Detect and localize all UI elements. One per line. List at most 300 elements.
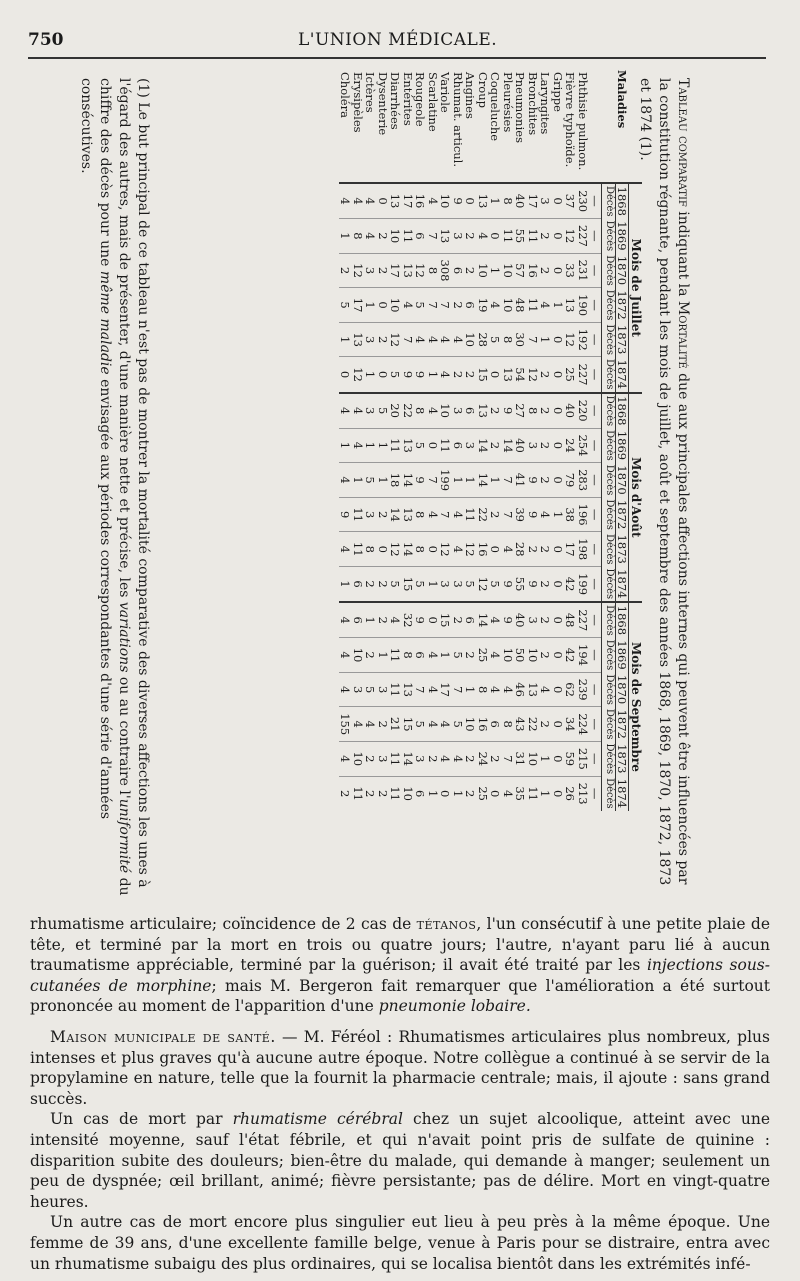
death-count-cell: 24 <box>564 428 577 463</box>
death-count-cell: 7 <box>502 742 515 777</box>
page-number: 750 <box>28 30 64 50</box>
death-count-cell: 196 <box>577 497 590 532</box>
table-row <box>364 68 377 811</box>
death-count-cell: 2 <box>364 742 377 777</box>
dash-cell: — <box>589 602 602 638</box>
dash-cell: — <box>589 672 602 707</box>
death-count-cell: 22 <box>527 707 540 742</box>
death-count-cell: 4 <box>364 219 377 254</box>
death-count-cell: 4 <box>427 393 440 429</box>
table-footnote <box>76 78 152 898</box>
table-row <box>527 68 540 811</box>
death-count-cell: 14 <box>502 428 515 463</box>
death-count-cell: 4 <box>414 322 427 357</box>
death-count-cell: 1 <box>339 219 352 254</box>
dash-cell: — <box>589 567 602 603</box>
dash-cell: — <box>589 463 602 498</box>
death-count-cell: 5 <box>489 567 502 603</box>
death-count-cell: 0 <box>552 707 565 742</box>
death-count-cell: 7 <box>414 672 427 707</box>
death-count-cell: 2 <box>452 602 465 638</box>
deces-header: Décès <box>602 393 616 429</box>
death-count-cell: 0 <box>464 183 477 219</box>
disease-name: Coqueluche <box>488 72 503 142</box>
death-count-cell: 6 <box>414 219 427 254</box>
death-count-cell: 37 <box>564 183 577 219</box>
death-count-cell: 9 <box>527 463 540 498</box>
death-count-cell: 0 <box>489 219 502 254</box>
death-count-cell: 4 <box>427 183 440 219</box>
paragraph-autre-cas: Un autre cas de mort encore plus singulier eut lieu à peu près à la même époque. Une femme de 39 ans, d'une excellente famille belge, venue à Paris pour se distraire, entra avec un rhumatisme subaigu des plus ordinaires, qui se localisa bientôt dans les extrémités infé- <box>30 1213 770 1273</box>
death-count-cell: 40 <box>514 602 527 638</box>
death-count-cell: 6 <box>452 253 465 288</box>
death-count-cell: 12 <box>564 219 577 254</box>
death-count-cell: 0 <box>552 672 565 707</box>
death-count-cell: 3 <box>527 602 540 638</box>
death-count-cell: 2 <box>377 322 390 357</box>
deces-header: Décès <box>602 357 616 393</box>
dash-cell: — <box>589 183 602 219</box>
death-count-cell: 2 <box>464 742 477 777</box>
death-count-cell: 34 <box>564 707 577 742</box>
death-count-cell: 4 <box>539 288 552 323</box>
death-count-cell: 8 <box>527 393 540 429</box>
deces-header: Décès <box>604 778 615 809</box>
death-count-cell: 13 <box>389 183 402 219</box>
footnote-italic: même maladie <box>97 270 113 375</box>
dash-cell: — <box>589 707 602 742</box>
death-count-cell: 1 <box>464 672 477 707</box>
death-count-cell: 2 <box>539 219 552 254</box>
death-count-cell: 8 <box>427 253 440 288</box>
death-count-cell: 42 <box>564 567 577 603</box>
death-count-cell: 57 <box>514 253 527 288</box>
death-count-cell: 230 <box>577 183 590 219</box>
death-count-cell: 3 <box>439 567 452 603</box>
dash-cell: — <box>589 428 602 463</box>
death-count-cell: 17 <box>402 183 415 219</box>
death-count-cell: 0 <box>552 357 565 393</box>
death-count-cell: 4 <box>389 602 402 638</box>
death-count-cell: 11 <box>352 532 365 567</box>
death-count-cell: 50 <box>514 638 527 673</box>
table-row <box>489 68 502 811</box>
death-count-cell: 3 <box>364 497 377 532</box>
dash-cell: — <box>589 497 602 532</box>
death-count-cell: 1 <box>339 428 352 463</box>
death-count-cell: 2 <box>489 393 502 429</box>
death-count-cell: 15 <box>439 602 452 638</box>
disease-name: Rhumat. articul. <box>451 72 465 167</box>
table-body <box>339 68 602 811</box>
death-count-cell: 10 <box>527 742 540 777</box>
section-heading: Maison municipale de santé. <box>50 1027 276 1046</box>
death-count-cell: 4 <box>339 602 352 638</box>
death-count-cell: 2 <box>377 776 390 811</box>
death-count-cell: 0 <box>552 602 565 638</box>
death-count-cell: 8 <box>502 183 515 219</box>
death-count-cell: 0 <box>439 776 452 811</box>
caption-part: due aux principales affections internes qui peuvent être influencées par la constitution régnante, pendant les mois de juillet, août et septembre des années 1868, 1869, 1870, 1872, 1873 et 1874 (1). <box>637 78 691 886</box>
death-count-cell: 2 <box>464 219 477 254</box>
death-count-cell: 4 <box>339 183 352 219</box>
death-count-cell: 254 <box>577 428 590 463</box>
death-count-cell: 0 <box>427 602 440 638</box>
death-count-cell: 55 <box>514 219 527 254</box>
death-count-cell: 4 <box>339 638 352 673</box>
disease-name: Fièvre typhoïde. <box>563 72 578 168</box>
deces-header: Décès <box>604 220 615 252</box>
disease-name: Pleurésies <box>501 72 515 133</box>
death-count-cell: 0 <box>489 532 502 567</box>
death-count-cell: 12 <box>389 322 402 357</box>
death-count-cell: 2 <box>377 707 390 742</box>
death-count-cell: 6 <box>452 428 465 463</box>
death-count-cell: 2 <box>539 393 552 429</box>
death-count-cell: 1 <box>452 776 465 811</box>
death-count-cell: 4 <box>352 428 365 463</box>
death-count-cell: 2 <box>539 253 552 288</box>
death-count-cell: 1 <box>364 288 377 323</box>
death-count-cell: 30 <box>514 322 527 357</box>
death-count-cell: 5 <box>414 567 427 603</box>
death-count-cell: 308 <box>439 253 452 288</box>
death-count-cell: 199 <box>577 567 590 603</box>
footnote-part: ou au contraire l' <box>116 672 132 799</box>
death-count-cell: 26 <box>564 776 577 811</box>
disease-name: Ictères <box>363 72 378 113</box>
table-row <box>464 68 477 811</box>
death-count-cell: 4 <box>502 532 515 567</box>
year-header: 1873 <box>616 742 630 777</box>
death-count-cell: 3 <box>364 322 377 357</box>
disease-name: Pneumonies <box>513 72 528 143</box>
death-count-cell: 4 <box>402 288 415 323</box>
death-count-cell: 32 <box>402 602 415 638</box>
death-count-cell: 13 <box>402 428 415 463</box>
death-count-cell: 8 <box>477 672 490 707</box>
death-count-cell: 2 <box>539 707 552 742</box>
death-count-cell: 8 <box>502 707 515 742</box>
text-italic: pneumonie lobaire. <box>378 997 531 1016</box>
death-count-cell: 0 <box>552 532 565 567</box>
death-count-cell: 17 <box>564 532 577 567</box>
death-count-cell: 12 <box>439 532 452 567</box>
death-count-cell: 1 <box>552 288 565 323</box>
table-row <box>339 68 352 811</box>
year-header: 1868 <box>616 183 630 219</box>
death-count-cell: 11 <box>389 742 402 777</box>
death-count-cell: 11 <box>527 776 540 811</box>
death-count-cell: 10 <box>352 742 365 777</box>
death-count-cell: 11 <box>389 638 402 673</box>
table-row <box>402 68 415 811</box>
death-count-cell: 7 <box>439 497 452 532</box>
death-count-cell: 9 <box>502 567 515 603</box>
death-count-cell: 12 <box>389 532 402 567</box>
death-count-cell: 11 <box>502 219 515 254</box>
disease-name: Croup <box>476 72 490 108</box>
death-count-cell: 4 <box>339 463 352 498</box>
death-count-cell: 2 <box>464 776 477 811</box>
death-count-cell: 39 <box>514 497 527 532</box>
table-caption <box>635 78 692 898</box>
year-header: 1870 <box>616 463 630 498</box>
death-count-cell: 2 <box>452 288 465 323</box>
death-count-cell: 8 <box>364 532 377 567</box>
death-count-cell: 16 <box>477 707 490 742</box>
death-count-cell: 5 <box>452 638 465 673</box>
death-count-cell: 1 <box>439 638 452 673</box>
dash-cell: — <box>589 322 602 357</box>
death-count-cell: 10 <box>352 638 365 673</box>
deces-header: Décès <box>604 255 615 286</box>
death-count-cell: 4 <box>477 219 490 254</box>
death-count-cell: 48 <box>514 288 527 323</box>
death-count-cell: 4 <box>427 672 440 707</box>
death-count-cell: 24 <box>477 742 490 777</box>
death-count-cell: 0 <box>552 742 565 777</box>
death-count-cell: 198 <box>577 532 590 567</box>
death-count-cell: 7 <box>439 288 452 323</box>
table-row <box>502 68 515 811</box>
death-count-cell: 62 <box>564 672 577 707</box>
death-count-cell: 1 <box>352 463 365 498</box>
deces-header: Décès <box>604 324 615 355</box>
death-count-cell: 13 <box>439 219 452 254</box>
death-count-cell: 6 <box>352 602 365 638</box>
death-count-cell: 7 <box>502 497 515 532</box>
text-run: rhumatisme articulaire; coïncidence de 2 cas de <box>30 915 417 933</box>
death-count-cell: 1 <box>364 602 377 638</box>
death-count-cell: 10 <box>477 253 490 288</box>
dash-cell: — <box>589 219 602 254</box>
death-count-cell: 22 <box>477 497 490 532</box>
death-count-cell: 2 <box>464 253 477 288</box>
death-count-cell: 283 <box>577 463 590 498</box>
death-count-cell: 4 <box>539 497 552 532</box>
disease-name: Bronchites <box>526 72 540 136</box>
death-count-cell: 227 <box>577 602 590 638</box>
text-smallcaps: tétanos <box>416 915 477 933</box>
death-count-cell: 10 <box>502 288 515 323</box>
death-count-cell: 17 <box>527 183 540 219</box>
disease-name: Diarrhées <box>388 72 403 130</box>
death-count-cell: 6 <box>464 288 477 323</box>
col-header-maladies: Maladies <box>615 70 630 129</box>
death-count-cell: 5 <box>364 672 377 707</box>
death-count-cell: 231 <box>577 253 590 288</box>
month-header-july: Mois de Juillet <box>629 183 642 393</box>
caption-lead: Tableau comparatif <box>675 78 691 207</box>
death-count-cell: 5 <box>389 357 402 393</box>
death-count-cell: 3 <box>364 253 377 288</box>
death-count-cell: 11 <box>389 428 402 463</box>
disease-name: Scarlatine <box>426 72 440 132</box>
dash-row <box>589 68 602 811</box>
death-count-cell: 13 <box>402 497 415 532</box>
death-count-cell: 11 <box>389 672 402 707</box>
death-count-cell: 0 <box>552 219 565 254</box>
death-count-cell: 7 <box>502 463 515 498</box>
year-header: 1874 <box>616 776 630 811</box>
table-row <box>477 68 490 811</box>
death-count-cell: 4 <box>339 393 352 429</box>
death-count-cell: 19 <box>477 288 490 323</box>
death-count-cell: 0 <box>552 322 565 357</box>
death-count-cell: 4 <box>539 672 552 707</box>
death-count-cell: 6 <box>464 393 477 429</box>
death-count-cell: 4 <box>439 707 452 742</box>
death-count-cell: 6 <box>414 776 427 811</box>
death-count-cell: 1 <box>489 183 502 219</box>
death-count-cell: 11 <box>352 497 365 532</box>
death-count-cell: 4 <box>489 602 502 638</box>
header-rule <box>28 57 766 59</box>
month-header-september: Mois de Septembre <box>629 602 642 811</box>
death-count-cell: 4 <box>452 532 465 567</box>
death-count-cell: 2 <box>539 567 552 603</box>
year-header: 1868 <box>616 393 630 429</box>
death-count-cell: 2 <box>377 253 390 288</box>
dash-cell: — <box>589 638 602 673</box>
death-count-cell: 14 <box>389 497 402 532</box>
death-count-cell: 15 <box>477 357 490 393</box>
death-count-cell: 1 <box>364 357 377 393</box>
death-count-cell: 15 <box>402 567 415 603</box>
death-count-cell: 1 <box>427 567 440 603</box>
death-count-cell: 1 <box>452 463 465 498</box>
death-count-cell: 13 <box>502 357 515 393</box>
disease-name: Rougeole <box>413 72 428 127</box>
death-count-cell: 0 <box>552 776 565 811</box>
table-row <box>452 68 465 811</box>
death-count-cell: 0 <box>552 183 565 219</box>
death-count-cell: 2 <box>377 497 390 532</box>
death-count-cell: 9 <box>452 183 465 219</box>
death-count-cell: 14 <box>477 602 490 638</box>
death-count-cell: 13 <box>477 183 490 219</box>
death-count-cell: 17 <box>352 288 365 323</box>
death-count-cell: 11 <box>352 776 365 811</box>
death-count-cell: 13 <box>564 288 577 323</box>
death-count-cell: 7 <box>427 463 440 498</box>
death-count-cell: 40 <box>514 428 527 463</box>
death-count-cell: 16 <box>414 183 427 219</box>
death-count-cell: 9 <box>414 463 427 498</box>
death-count-cell: 55 <box>514 567 527 603</box>
death-count-cell: 12 <box>464 532 477 567</box>
table-row <box>414 68 427 811</box>
spacer-cell <box>589 68 602 183</box>
deces-header: Décès <box>604 533 615 565</box>
death-count-cell: 220 <box>577 393 590 429</box>
death-count-cell: 2 <box>464 357 477 393</box>
death-count-cell: 8 <box>414 532 427 567</box>
deces-header: Décès <box>602 183 616 219</box>
death-count-cell: 25 <box>477 638 490 673</box>
death-count-cell: 0 <box>377 183 390 219</box>
death-count-cell: 1 <box>489 253 502 288</box>
death-count-cell: 8 <box>502 322 515 357</box>
death-count-cell: 18 <box>389 463 402 498</box>
paragraph-rhumatisme-cerebral <box>30 1109 770 1212</box>
death-count-cell: 3 <box>364 393 377 429</box>
death-count-cell: 4 <box>502 776 515 811</box>
death-count-cell: 1 <box>539 776 552 811</box>
caption-mortalite: Mortalité <box>675 300 691 369</box>
mortality-table <box>339 68 642 811</box>
death-count-cell: 4 <box>439 357 452 393</box>
death-count-cell: 0 <box>339 357 352 393</box>
death-count-cell: 40 <box>564 393 577 429</box>
death-count-cell: 1 <box>377 638 390 673</box>
death-count-cell: 5 <box>464 567 477 603</box>
death-count-cell: 10 <box>402 776 415 811</box>
death-count-cell: 2 <box>339 253 352 288</box>
table-row <box>577 68 590 811</box>
month-header-august: Mois d'Août <box>629 393 642 603</box>
death-count-cell: 16 <box>527 253 540 288</box>
death-count-cell: 2 <box>539 428 552 463</box>
death-count-cell: 239 <box>577 672 590 707</box>
death-count-cell: 40 <box>514 183 527 219</box>
death-count-cell: 4 <box>352 393 365 429</box>
death-count-cell: 12 <box>352 357 365 393</box>
death-count-cell: 6 <box>464 602 477 638</box>
year-header: 1869 <box>616 638 630 673</box>
rotated-table-content <box>56 68 692 908</box>
footnote-part: envisagée aux périodes correspondantes d'une série d'années consécutives. <box>78 78 113 820</box>
text-italic: injections sous-cutanées de morphine <box>30 956 770 995</box>
death-count-cell: 79 <box>564 463 577 498</box>
death-count-cell: 9 <box>502 602 515 638</box>
death-count-cell: 5 <box>414 288 427 323</box>
dash-cell: — <box>589 357 602 393</box>
table-row <box>352 68 365 811</box>
death-count-cell: 6 <box>489 707 502 742</box>
deces-header: Décès <box>604 289 615 321</box>
year-header: 1874 <box>616 357 630 393</box>
death-count-cell: 7 <box>427 219 440 254</box>
death-count-cell: 35 <box>514 776 527 811</box>
death-count-cell: 14 <box>477 463 490 498</box>
death-count-cell: 7 <box>402 322 415 357</box>
death-count-cell: 14 <box>477 428 490 463</box>
death-count-cell: 4 <box>339 742 352 777</box>
death-count-cell: 5 <box>364 463 377 498</box>
dash-cell: — <box>589 532 602 567</box>
death-count-cell: 0 <box>377 532 390 567</box>
death-count-cell: 13 <box>402 253 415 288</box>
death-count-cell: 4 <box>489 638 502 673</box>
death-count-cell: 1 <box>427 776 440 811</box>
death-count-cell: 1 <box>539 322 552 357</box>
death-count-cell: 8 <box>414 393 427 429</box>
death-count-cell: 0 <box>377 288 390 323</box>
death-count-cell: 11 <box>389 776 402 811</box>
death-count-cell: 16 <box>477 532 490 567</box>
death-count-cell: 54 <box>514 357 527 393</box>
death-count-cell: 0 <box>427 428 440 463</box>
death-count-cell: 4 <box>439 322 452 357</box>
death-count-cell: 213 <box>577 776 590 811</box>
death-count-cell: 4 <box>489 672 502 707</box>
disease-name: Erysipèles <box>351 72 365 133</box>
death-count-cell: 5 <box>339 288 352 323</box>
death-count-cell: 1 <box>364 428 377 463</box>
footnote-part: (1) Le but principal de ce tableau n'est pas de montrer la mortalité comparative des diverses affections les unes à l'égard des autres, mais de présenter, d'une manière nette et précise, les <box>116 78 151 888</box>
